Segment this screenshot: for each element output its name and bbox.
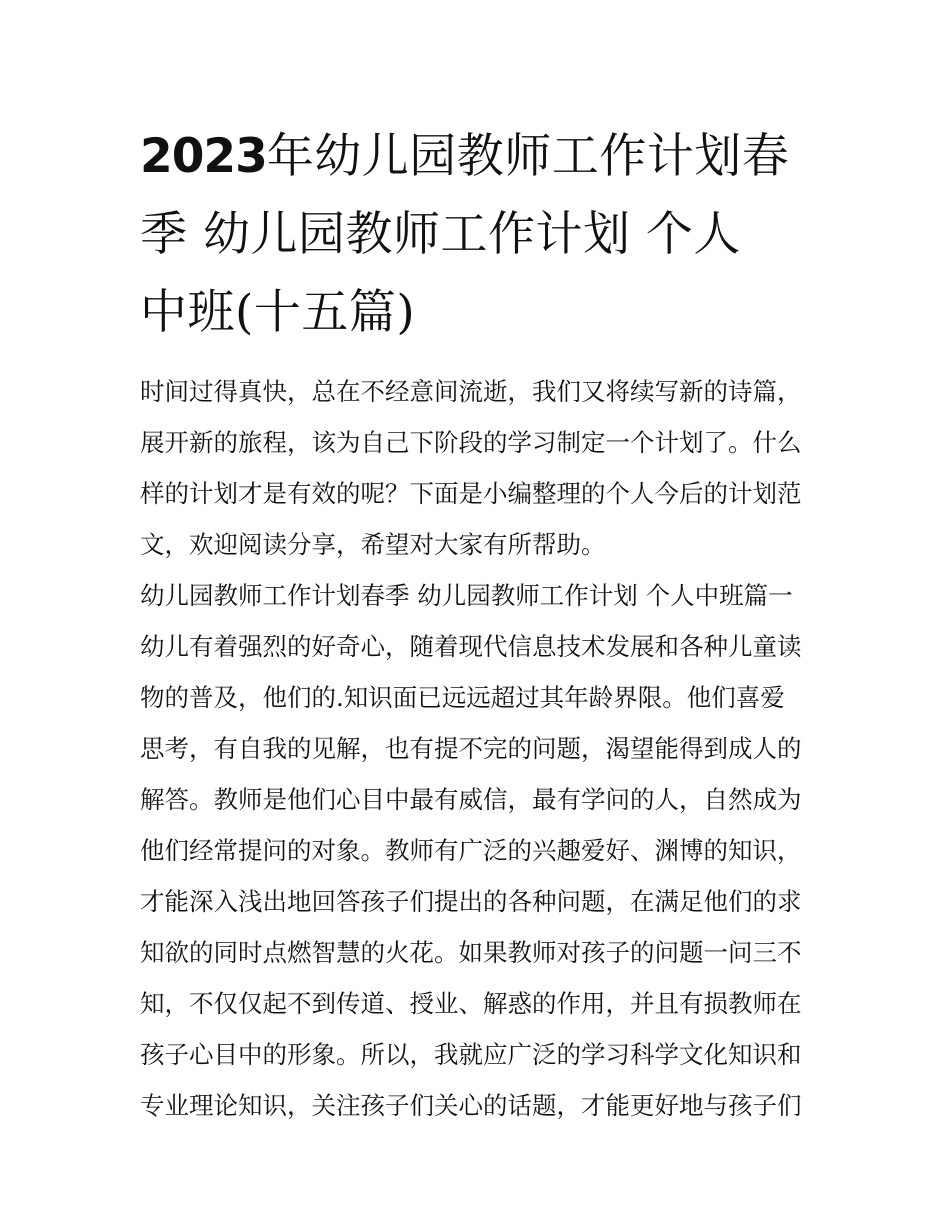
document-body <box>140 366 812 1131</box>
body-line: 他们经常提问的对象。教师有广泛的兴趣爱好、渊博的知识， <box>140 836 802 865</box>
body-line: 孩子心目中的形象。所以，我就应广泛的学习科学文化知识和 <box>140 1040 802 1069</box>
title-line-3: 中班(十五篇) <box>140 285 416 340</box>
document-title <box>140 118 812 352</box>
title-line-1-text: 年幼儿园教师工作计划春 <box>266 129 790 184</box>
body-line: 时间过得真快，总在不经意间流逝，我们又将续写新的诗篇， <box>140 377 802 406</box>
body-line: 才能深入浅出地回答孩子们提出的各种问题，在满足他们的求 <box>140 887 802 916</box>
body-line: 物的普及，他们的.知识面已远远超过其年龄界限。他们喜爱 <box>140 683 785 712</box>
document-page <box>140 118 812 1131</box>
title-line-2: 季 幼儿园教师工作计划 个人 <box>140 207 741 262</box>
body-line: 知，不仅仅起不到传道、授业、解惑的作用，并且有损教师在 <box>140 989 802 1018</box>
body-line: 展开新的旅程，该为自己下阶段的学习制定一个计划了。什么 <box>140 428 802 457</box>
body-line: 解答。教师是他们心目中最有威信，最有学问的人，自然成为 <box>140 785 802 814</box>
body-line: 样的计划才是有效的呢？下面是小编整理的个人今后的计划范 <box>140 479 802 508</box>
body-line: 思考，有自我的见解，也有提不完的问题，渴望能得到成人的 <box>140 734 802 763</box>
body-line: 文，欢迎阅读分享，希望对大家有所帮助。 <box>140 530 606 559</box>
body-line: 幼儿有着强烈的好奇心，随着现代信息技术发展和各种儿童读 <box>140 632 802 661</box>
section-heading: 幼儿园教师工作计划春季 幼儿园教师工作计划 个人中班篇一 <box>140 581 793 610</box>
body-line: 专业理论知识，关注孩子们关心的话题，才能更好地与孩子们 <box>140 1091 802 1120</box>
body-line: 知欲的同时点燃智慧的火花。如果教师对孩子的问题一问三不 <box>140 938 802 967</box>
title-line-1 <box>140 118 812 196</box>
title-year: 2023 <box>140 129 267 184</box>
